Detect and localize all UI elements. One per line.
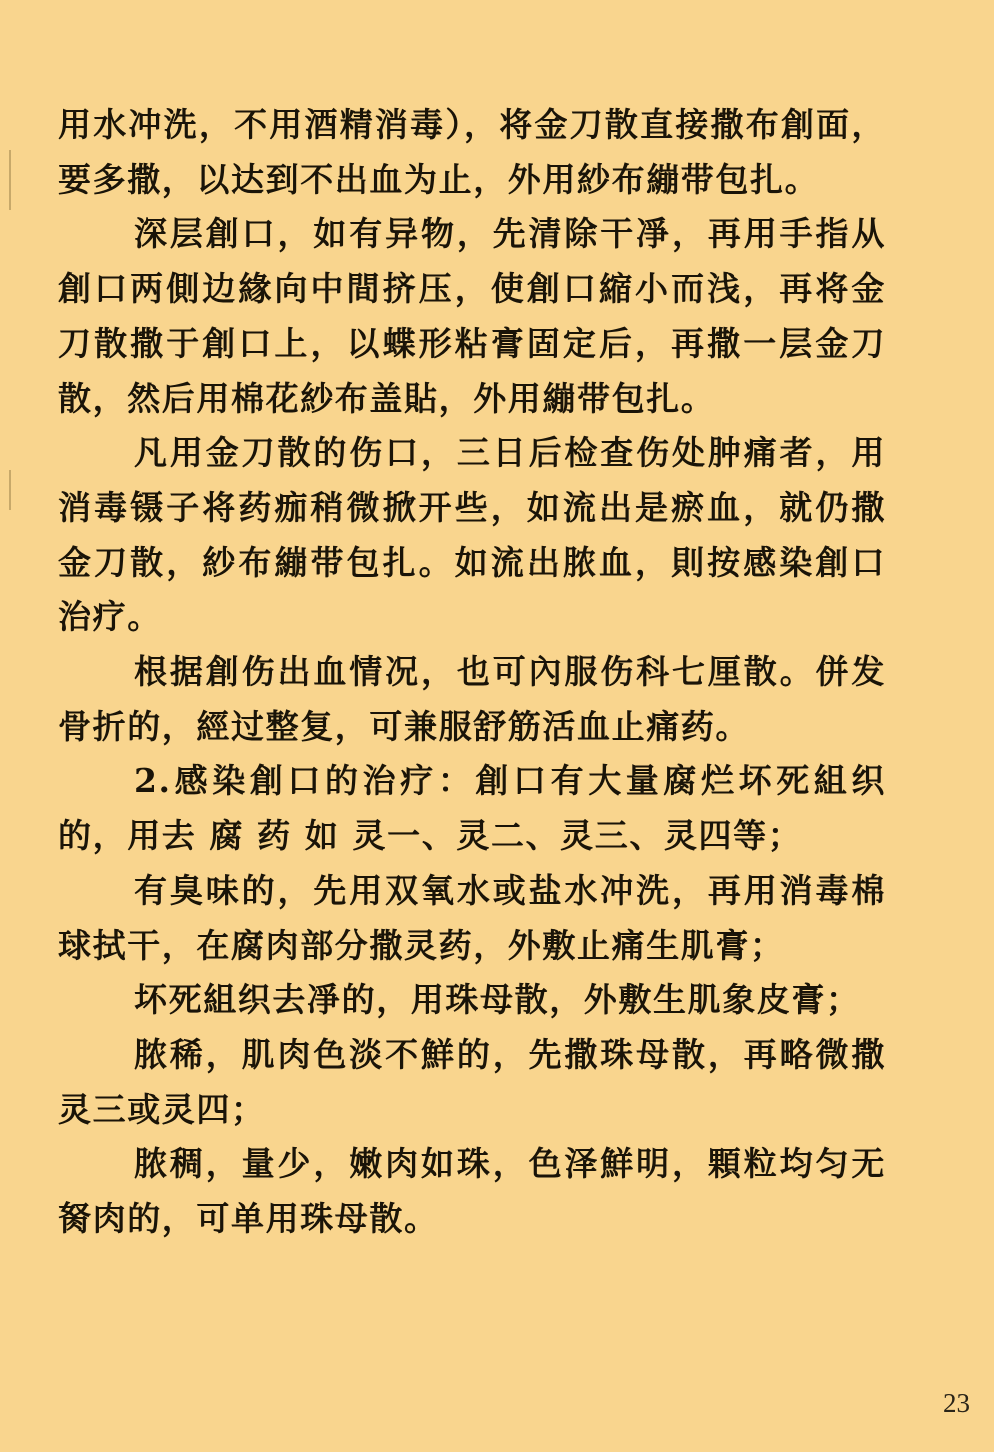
paragraph: 凡用金刀散的伤口，三日后检查伤处肿痛者，用消毒镊子将药痂稍微掀开些，如流出是瘀血，就仍撒金刀散，紗布繃带包扎。如流出脓血，則按感染創口治疗。 <box>58 433 886 637</box>
binding-edge-mark <box>9 150 11 210</box>
page-body <box>58 98 886 1247</box>
paragraph: 2.感染創口的治疗：創口有大量腐烂坏死組织的，用去 腐 药 如 灵一、灵二、灵三、灵四等； <box>58 761 886 856</box>
paragraph: 有臭味的，先用双氧水或盐水冲洗，再用消毒棉球拭干，在腐肉部分撒灵药，外敷止痛生肌膏； <box>58 870 886 965</box>
paragraph: 坏死組织去凈的，用珠母散，外敷生肌象皮膏； <box>134 980 861 1020</box>
paragraph: 脓稠，量少，嫩肉如珠，色泽鮮明，顆粒均匀无胬肉的，可单用珠母散。 <box>58 1144 886 1239</box>
paragraph-continued: 用水冲洗，不用酒精消毒），将金刀散直接撒布創面，要多撒，以达到不出血为止，外用紗布繃带包扎。 <box>58 105 886 199</box>
paragraph: 脓稀，肌肉色淡不鮮的，先撒珠母散，再略微撒灵三或灵四； <box>58 1034 886 1129</box>
paragraph: 根据創伤出血情况，也可內服伤科七厘散。併发骨折的，經过整复，可兼服舒筋活血止痛药。 <box>58 652 886 746</box>
paragraph: 深层創口，如有异物，先清除干凈，再用手指从創口两側边緣向中間挤压，使創口縮小而浅，再将金刀散撒于創口上，以蝶形粘膏固定后，再撒一层金刀散，然后用棉花紗布盖貼，外用繃带包扎。 <box>58 214 886 418</box>
binding-edge-mark <box>9 470 11 510</box>
page-number: 23 <box>943 1388 970 1418</box>
